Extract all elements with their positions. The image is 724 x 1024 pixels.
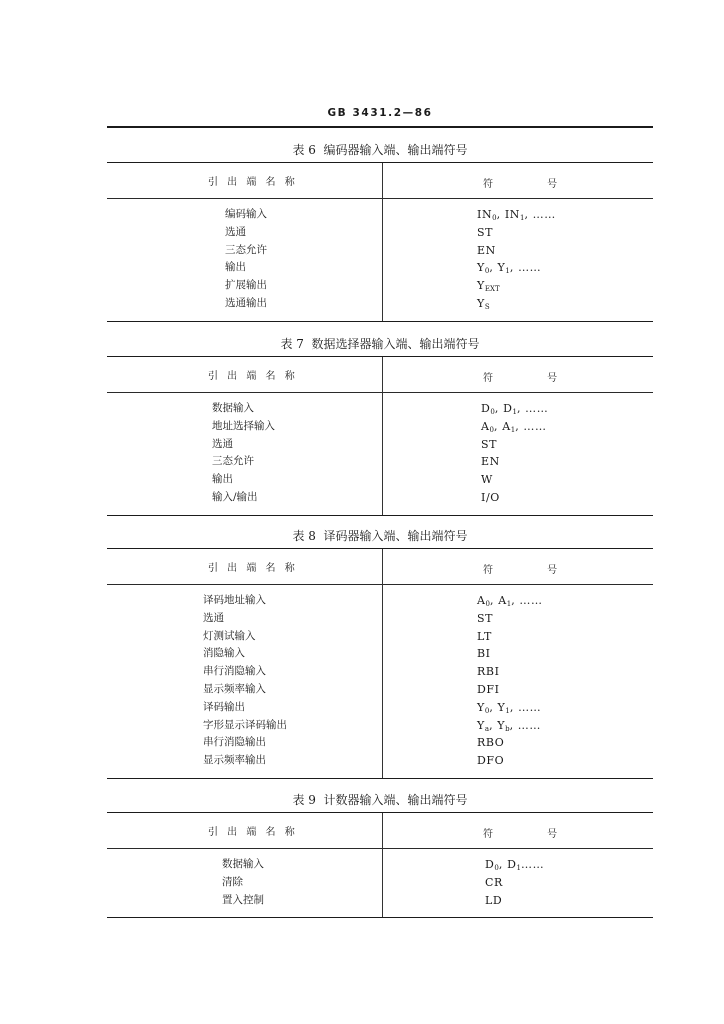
table-rows <box>107 393 653 515</box>
column-header-symbol: 符 号 <box>483 178 558 190</box>
table-7 <box>107 332 653 516</box>
symbol-text: , …… <box>524 208 556 221</box>
pin-name: 数据输入 <box>212 402 254 414</box>
table-row <box>107 400 653 418</box>
table-row <box>107 752 653 770</box>
column-divider <box>382 813 383 917</box>
symbol-subscript: 1 <box>512 408 517 416</box>
table-9 <box>107 788 653 918</box>
pin-name: 译码地址输入 <box>203 594 266 606</box>
pin-name: 数据输入 <box>222 858 264 870</box>
pin-name: 地址选择输入 <box>212 419 275 432</box>
symbol-subscript: 1 <box>516 864 521 872</box>
pin-symbol <box>382 295 490 313</box>
symbol-text: Y <box>477 279 485 293</box>
symbol-text: D <box>485 858 495 871</box>
symbol-subscript: 0 <box>492 214 497 222</box>
standard-code: GB 3431.2—86 <box>327 107 433 119</box>
table-body-frame <box>107 356 653 516</box>
pin-name: 选通 <box>225 225 246 238</box>
table-rows <box>107 585 653 778</box>
symbol-subscript: a <box>484 724 490 733</box>
pin-name: 编码输入 <box>225 208 267 220</box>
symbol-subscript: 0 <box>490 408 495 416</box>
symbol-subscript: 0 <box>494 864 499 872</box>
pin-name: 译码输出 <box>203 700 245 713</box>
table-row <box>107 453 653 471</box>
symbol-text: Y <box>477 261 485 275</box>
table-row <box>107 734 653 752</box>
pin-symbol <box>382 663 500 681</box>
pin-symbol <box>382 206 556 224</box>
symbol-subscript: 1 <box>520 214 525 222</box>
symbol-subscript: 0 <box>484 706 490 715</box>
symbol-text: I/O <box>481 490 500 504</box>
table-6 <box>107 138 653 322</box>
pin-symbol <box>382 436 497 454</box>
table-rows <box>107 849 653 917</box>
symbol-text: EN <box>477 243 496 257</box>
table-title: 表 8 译码器输入端、输出端符号 <box>292 529 468 543</box>
symbol-text: , D <box>494 402 513 415</box>
table-title: 表 9 计数器输入端、输出端符号 <box>292 793 468 807</box>
column-header-symbol: 符 号 <box>483 372 558 384</box>
table-header-row <box>107 163 653 199</box>
symbol-text: , …… <box>511 594 543 607</box>
table-header-row <box>107 813 653 849</box>
symbol-text: DFI <box>477 682 500 696</box>
symbol-subscript: 1 <box>505 706 510 715</box>
symbol-text: BI <box>477 647 491 661</box>
table-row <box>107 610 653 628</box>
pin-symbol <box>382 734 504 752</box>
symbol-text: , Y <box>489 718 506 732</box>
symbol-text: , A <box>490 594 507 607</box>
symbol-text: , …… <box>509 718 542 732</box>
pin-name: 串行消隐输入 <box>203 665 266 678</box>
header-rule <box>107 126 653 128</box>
pin-name: 三态允许 <box>225 243 267 256</box>
table-row <box>107 259 653 277</box>
table-row <box>107 489 653 507</box>
table-row <box>107 295 653 313</box>
pin-name: 输出 <box>225 261 246 274</box>
column-header-symbol: 符 号 <box>483 828 558 840</box>
symbol-text: IN <box>477 208 493 221</box>
column-header-name: 引 出 端 名 称 <box>208 827 295 838</box>
pin-symbol <box>382 242 496 260</box>
pin-symbol <box>382 610 493 628</box>
table-row <box>107 592 653 610</box>
symbol-text: Y <box>477 718 485 732</box>
pin-symbol <box>382 628 492 646</box>
column-divider <box>382 163 383 321</box>
symbol-text: , A <box>494 419 511 433</box>
column-header-symbol: 符 号 <box>483 564 558 576</box>
table-8 <box>107 524 653 779</box>
pin-name: 消隐输入 <box>203 647 245 660</box>
symbol-subscript: S <box>484 302 490 311</box>
table-row <box>107 874 653 892</box>
pin-symbol <box>382 717 541 735</box>
table-row <box>107 277 653 295</box>
symbol-text: A <box>477 594 486 607</box>
symbol-subscript: 0 <box>489 425 495 434</box>
pin-name: 清除 <box>222 875 243 888</box>
table-row <box>107 717 653 735</box>
symbol-text: ST <box>477 611 494 625</box>
pin-symbol <box>382 856 544 874</box>
table-row <box>107 224 653 242</box>
pin-symbol <box>382 471 493 489</box>
table-row <box>107 418 653 436</box>
pin-symbol <box>382 874 503 892</box>
symbol-subscript: 1 <box>506 600 512 608</box>
pin-name: 灯测试输入 <box>203 629 256 642</box>
table-row <box>107 471 653 489</box>
pin-symbol <box>382 699 541 717</box>
table-row <box>107 242 653 260</box>
symbol-text: , D <box>498 858 517 871</box>
symbol-text: A <box>481 419 490 433</box>
symbol-text: , …… <box>516 402 549 415</box>
pin-name: 输出 <box>212 473 233 486</box>
pin-name: 扩展输出 <box>225 279 267 292</box>
pin-symbol <box>382 752 504 770</box>
table-body-frame <box>107 548 653 779</box>
pin-name: 串行消隐输出 <box>203 736 266 749</box>
table-row <box>107 628 653 646</box>
symbol-text: RBO <box>477 736 505 750</box>
table-row <box>107 892 653 910</box>
table-row <box>107 436 653 454</box>
symbol-text: , IN <box>496 208 521 221</box>
symbol-text: …… <box>520 858 545 871</box>
table-row <box>107 645 653 663</box>
pin-name: 选通 <box>203 611 224 624</box>
column-header-name: 引 出 端 名 称 <box>208 563 295 574</box>
table-row <box>107 681 653 699</box>
pin-symbol <box>382 418 547 436</box>
symbol-subscript: 0 <box>484 267 490 276</box>
pin-symbol <box>382 645 491 663</box>
symbol-text: EN <box>481 455 500 469</box>
pin-name: 输入/输出 <box>212 490 258 503</box>
pin-name: 选通输出 <box>225 296 267 309</box>
symbol-text: , Y <box>489 700 506 714</box>
table-rows <box>107 199 653 321</box>
symbol-text: ST <box>481 437 498 451</box>
pin-name: 显示频率输入 <box>203 682 266 695</box>
pin-name: 三态允许 <box>212 455 254 468</box>
pin-symbol <box>382 681 500 699</box>
pin-name: 选通 <box>212 437 233 450</box>
symbol-text: , …… <box>515 419 547 433</box>
pin-name: 字形显示译码输出 <box>203 718 287 731</box>
table-body-frame <box>107 812 653 918</box>
symbol-text: LD <box>485 893 503 907</box>
table-row <box>107 856 653 874</box>
symbol-text: , …… <box>509 700 542 714</box>
pin-symbol <box>382 892 502 910</box>
symbol-subscript: 1 <box>505 267 510 276</box>
pin-symbol <box>382 277 500 295</box>
pin-symbol <box>382 453 500 471</box>
symbol-text: CR <box>485 875 503 889</box>
symbol-subscript: EXT <box>484 285 500 294</box>
pin-name: 置入控制 <box>222 893 264 906</box>
symbol-text: , Y <box>489 261 506 275</box>
table-body-frame <box>107 162 653 322</box>
pin-symbol <box>382 400 548 418</box>
table-header-row <box>107 357 653 393</box>
table-title: 表 7 数据选择器输入端、输出端符号 <box>280 337 480 351</box>
table-title: 表 6 编码器输入端、输出端符号 <box>292 143 468 157</box>
table-row <box>107 699 653 717</box>
symbol-subscript: b <box>505 724 510 733</box>
symbol-text: W <box>481 473 493 487</box>
symbol-subscript: 0 <box>485 600 491 608</box>
symbol-text: Y <box>477 700 485 714</box>
pin-symbol <box>382 259 541 277</box>
symbol-text: D <box>481 402 491 415</box>
column-divider <box>382 549 383 778</box>
table-row <box>107 206 653 224</box>
table-header-row <box>107 549 653 585</box>
column-header-name: 引 出 端 名 称 <box>208 371 295 382</box>
symbol-text: , …… <box>509 261 542 275</box>
symbol-text: DFO <box>477 754 505 768</box>
symbol-text: ST <box>477 225 494 239</box>
symbol-text: LT <box>477 629 492 643</box>
pin-symbol <box>382 224 493 242</box>
symbol-text: Y <box>477 296 485 310</box>
pin-symbol <box>382 592 543 610</box>
pin-symbol <box>382 489 500 507</box>
column-divider <box>382 357 383 515</box>
column-header-name: 引 出 端 名 称 <box>208 177 295 188</box>
table-row <box>107 663 653 681</box>
pin-name: 显示频率输出 <box>203 754 266 767</box>
symbol-subscript: 1 <box>510 425 516 434</box>
symbol-text: RBI <box>477 665 500 679</box>
